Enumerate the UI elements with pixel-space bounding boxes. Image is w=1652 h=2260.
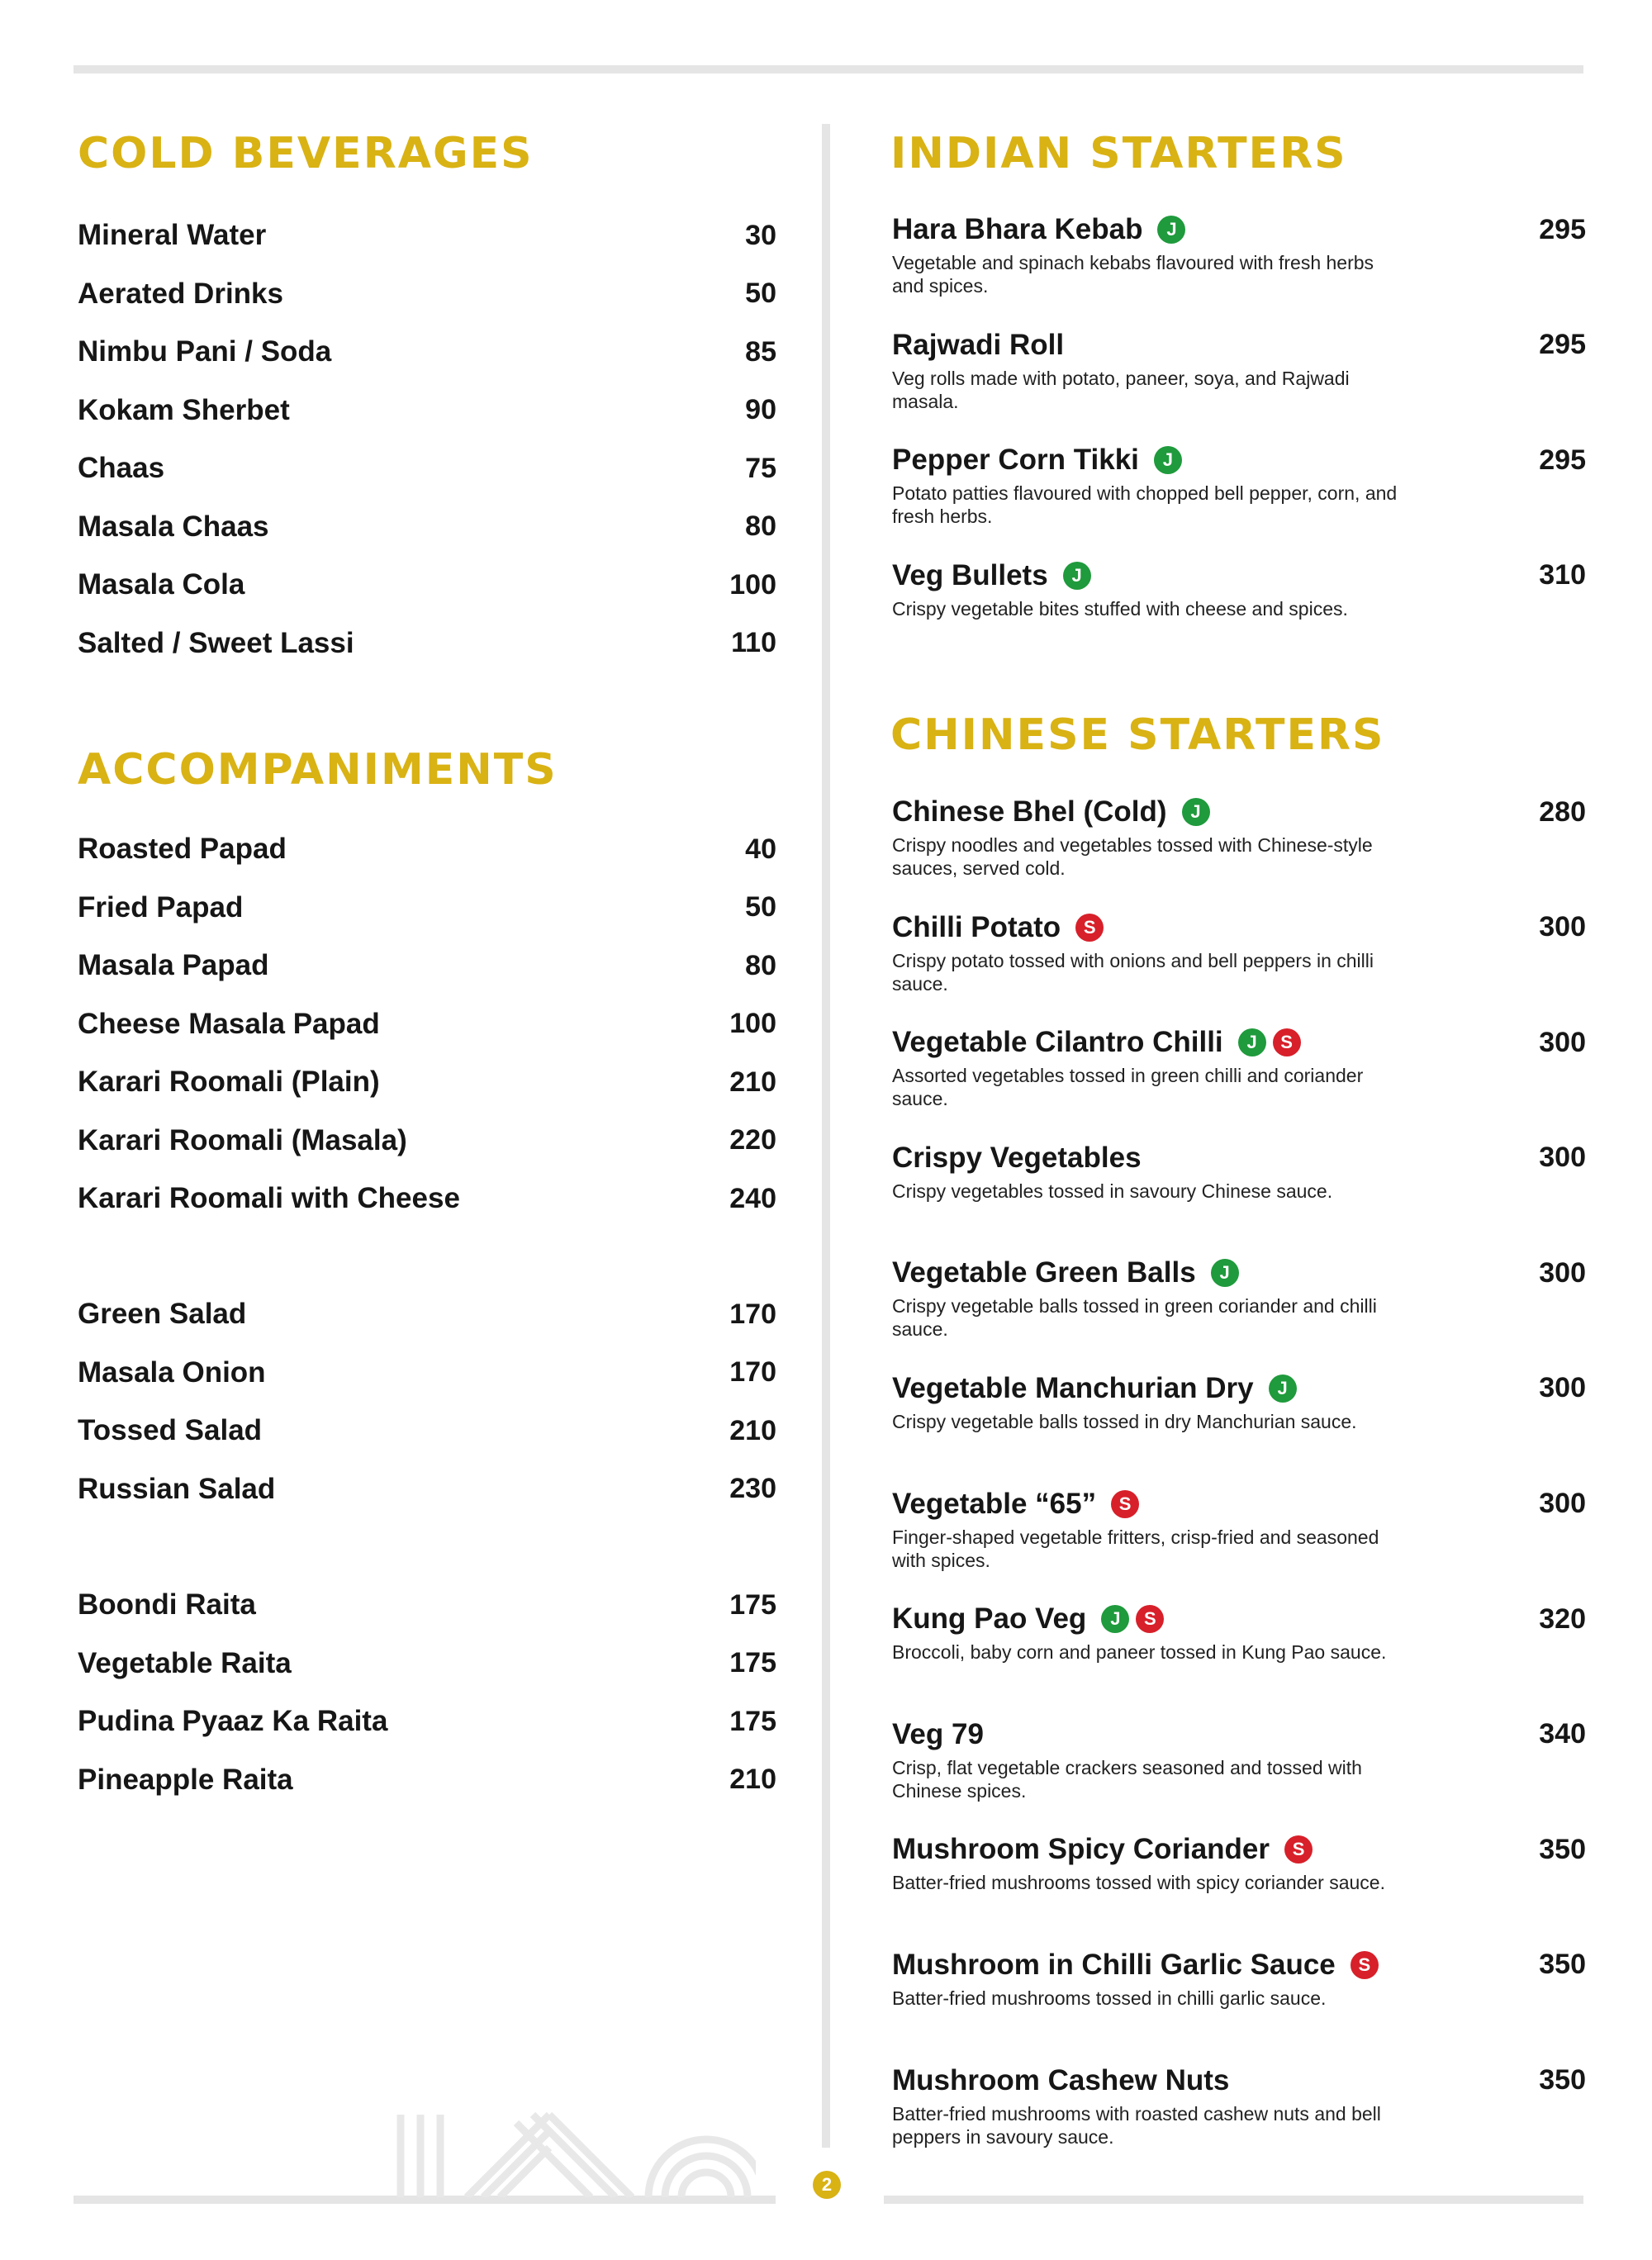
menu-item-price: 295 bbox=[1539, 329, 1586, 361]
menu-item-name: Chinese Bhel (Cold) bbox=[892, 795, 1167, 828]
menu-item-price: 175 bbox=[729, 1705, 776, 1737]
menu-item-price: 310 bbox=[1539, 559, 1586, 591]
menu-item-price: 295 bbox=[1539, 444, 1586, 476]
menu-item-description: Finger-shaped vegetable fritters, crisp-fried and seasoned with spices. bbox=[892, 1526, 1379, 1571]
menu-item bbox=[78, 879, 776, 938]
menu-item bbox=[892, 1372, 1586, 1488]
menu-item bbox=[892, 2064, 1586, 2180]
menu-item-name: Rajwadi Roll bbox=[892, 328, 1065, 361]
menu-item-price: 280 bbox=[1539, 795, 1586, 828]
menu-item bbox=[892, 1949, 1586, 2064]
menu-item bbox=[892, 329, 1586, 444]
indian-starters-list bbox=[892, 213, 1586, 674]
page-number: 2 bbox=[813, 2171, 841, 2199]
menu-item-name: Vegetable Raita bbox=[78, 1646, 292, 1679]
menu-item-description: Crispy potato tossed with onions and bell peppers in chilli sauce. bbox=[892, 949, 1374, 995]
heading-accompaniments: ACCOMPANIMENTS bbox=[78, 745, 558, 795]
menu-item bbox=[78, 995, 776, 1054]
menu-item-price: 300 bbox=[1539, 1372, 1586, 1404]
menu-item-price: 50 bbox=[745, 891, 776, 923]
menu-item bbox=[892, 911, 1586, 1027]
jain-badge-icon: J bbox=[1154, 446, 1182, 474]
menu-item-name: Masala Cola bbox=[78, 568, 245, 601]
menu-item bbox=[78, 498, 776, 557]
menu-item-price: 210 bbox=[729, 1414, 776, 1446]
menu-item-name: Mushroom in Chilli Garlic Sauce bbox=[892, 1948, 1336, 1981]
menu-item bbox=[78, 1285, 776, 1344]
menu-item bbox=[78, 1112, 776, 1170]
menu-item-description: Veg rolls made with potato, paneer, soya, and Rajwadi masala. bbox=[892, 367, 1350, 412]
accompaniments-salad-list bbox=[78, 1285, 776, 1518]
menu-item-price: 320 bbox=[1539, 1602, 1586, 1635]
heading-indian-starters: INDIAN STARTERS bbox=[890, 129, 1347, 178]
chinese-starters-list bbox=[892, 795, 1586, 2179]
accompaniments-papad-list bbox=[78, 820, 776, 1228]
menu-item-price: 340 bbox=[1539, 1718, 1586, 1750]
menu-item-price: 350 bbox=[1539, 1833, 1586, 1865]
spicy-badge-icon: S bbox=[1284, 1835, 1313, 1864]
menu-item-name: Pineapple Raita bbox=[78, 1763, 293, 1796]
menu-item-name: Chilli Potato bbox=[892, 910, 1061, 943]
menu-item-description: Broccoli, baby corn and paneer tossed in Kung Pao sauce. bbox=[892, 1641, 1387, 1664]
menu-item-price: 350 bbox=[1539, 1949, 1586, 1981]
menu-item-name: Cheese Masala Papad bbox=[78, 1007, 380, 1040]
menu-item-description: Crispy vegetable balls tossed in dry Manchurian sauce. bbox=[892, 1410, 1357, 1432]
menu-item bbox=[892, 1026, 1586, 1142]
menu-item-price: 210 bbox=[729, 1764, 776, 1796]
menu-item-price: 80 bbox=[745, 510, 776, 543]
spicy-badge-icon: S bbox=[1075, 914, 1104, 942]
menu-item bbox=[892, 1602, 1586, 1718]
jain-badge-icon: J bbox=[1211, 1259, 1239, 1287]
top-rule bbox=[74, 65, 1583, 74]
menu-item-name: Veg 79 bbox=[892, 1717, 984, 1750]
spicy-badge-icon: S bbox=[1273, 1028, 1301, 1056]
decorative-pattern-graphic bbox=[392, 2082, 756, 2197]
menu-item-price: 175 bbox=[729, 1647, 776, 1679]
menu-item-name: Vegetable Cilantro Chilli bbox=[892, 1026, 1223, 1059]
bottom-rule-right bbox=[884, 2196, 1583, 2204]
menu-item-price: 300 bbox=[1539, 1026, 1586, 1058]
jain-badge-icon: J bbox=[1182, 798, 1210, 826]
menu-item-price: 210 bbox=[729, 1066, 776, 1098]
menu-item bbox=[892, 1142, 1586, 1257]
menu-item-name: Karari Roomali (Plain) bbox=[78, 1066, 380, 1099]
menu-item-name: Hara Bhara Kebab bbox=[892, 213, 1143, 245]
menu-item bbox=[78, 1693, 776, 1751]
menu-item bbox=[78, 937, 776, 995]
menu-item bbox=[78, 439, 776, 498]
menu-item-name: Mushroom Cashew Nuts bbox=[892, 2063, 1230, 2096]
menu-item bbox=[892, 213, 1586, 329]
menu-item bbox=[78, 1344, 776, 1403]
jain-badge-icon: J bbox=[1269, 1375, 1297, 1403]
menu-item-name: Chaas bbox=[78, 452, 165, 485]
menu-item-name: Vegetable Green Balls bbox=[892, 1256, 1196, 1289]
spicy-badge-icon: S bbox=[1111, 1490, 1139, 1518]
menu-item-price: 175 bbox=[729, 1588, 776, 1621]
menu-item-price: 40 bbox=[745, 833, 776, 865]
heading-cold-beverages: COLD BEVERAGES bbox=[78, 129, 534, 178]
menu-item bbox=[78, 1402, 776, 1460]
menu-item-description: Assorted vegetables tossed in green chilli and coriander sauce. bbox=[892, 1065, 1364, 1110]
menu-item-name: Vegetable “65” bbox=[892, 1487, 1097, 1520]
menu-item-price: 170 bbox=[729, 1298, 776, 1330]
menu-item-price: 100 bbox=[729, 1008, 776, 1040]
menu-item-price: 75 bbox=[745, 452, 776, 484]
menu-item bbox=[892, 1488, 1586, 1603]
menu-item bbox=[78, 382, 776, 440]
menu-item-price: 30 bbox=[745, 219, 776, 251]
menu-item-price: 110 bbox=[731, 627, 776, 659]
menu-item-description: Crispy vegetable balls tossed in green coriander and chilli sauce. bbox=[892, 1295, 1377, 1341]
menu-item-name: Aerated Drinks bbox=[78, 277, 283, 310]
jain-badge-icon: J bbox=[1238, 1028, 1266, 1056]
menu-item-name: Pudina Pyaaz Ka Raita bbox=[78, 1705, 388, 1738]
menu-item bbox=[892, 1718, 1586, 1834]
menu-item-description: Batter-fried mushrooms tossed with spicy coriander sauce. bbox=[892, 1872, 1385, 1894]
menu-item bbox=[892, 795, 1586, 911]
menu-item-price: 90 bbox=[745, 394, 776, 426]
menu-item-price: 100 bbox=[729, 568, 776, 601]
cold-beverages-list bbox=[78, 207, 776, 672]
menu-item-name: Nimbu Pani / Soda bbox=[78, 335, 332, 368]
menu-item-name: Kokam Sherbet bbox=[78, 393, 290, 426]
menu-item bbox=[892, 1256, 1586, 1372]
menu-item-description: Batter-fried mushrooms tossed in chilli garlic sauce. bbox=[892, 1987, 1327, 2009]
spicy-badge-icon: S bbox=[1136, 1605, 1164, 1633]
menu-item-price: 300 bbox=[1539, 1256, 1586, 1289]
menu-item bbox=[78, 1460, 776, 1519]
menu-item-name: Kung Pao Veg bbox=[892, 1602, 1087, 1636]
menu-item-name: Crispy Vegetables bbox=[892, 1141, 1142, 1174]
menu-item bbox=[78, 323, 776, 382]
menu-item-price: 80 bbox=[745, 949, 776, 981]
menu-item bbox=[78, 265, 776, 324]
menu-item-name: Mushroom Spicy Coriander bbox=[892, 1833, 1270, 1866]
menu-item-name: Masala Papad bbox=[78, 949, 269, 982]
menu-item-name: Veg Bullets bbox=[892, 558, 1048, 591]
column-divider bbox=[822, 124, 830, 2148]
menu-item-description: Vegetable and spinach kebabs flavoured with fresh herbs and spices. bbox=[892, 252, 1374, 297]
menu-item bbox=[78, 820, 776, 879]
menu-item-description: Crispy vegetable bites stuffed with cheese and spices. bbox=[892, 597, 1348, 620]
menu-item-price: 85 bbox=[745, 335, 776, 368]
menu-item-name: Karari Roomali with Cheese bbox=[78, 1182, 460, 1215]
menu-item-name: Russian Salad bbox=[78, 1472, 276, 1505]
menu-item bbox=[892, 1833, 1586, 1949]
menu-item-name: Fried Papad bbox=[78, 890, 244, 923]
menu-item-price: 170 bbox=[729, 1356, 776, 1389]
menu-item bbox=[78, 1053, 776, 1112]
menu-item bbox=[78, 1170, 776, 1228]
menu-item-name: Boondi Raita bbox=[78, 1588, 256, 1621]
menu-item-description: Crispy vegetables tossed in savoury Chinese sauce. bbox=[892, 1180, 1333, 1202]
menu-item bbox=[78, 1576, 776, 1635]
menu-item bbox=[78, 1751, 776, 1810]
menu-item-price: 50 bbox=[745, 278, 776, 310]
menu-item-name: Karari Roomali (Masala) bbox=[78, 1123, 407, 1156]
menu-item-name: Green Salad bbox=[78, 1298, 247, 1331]
menu-item bbox=[78, 207, 776, 265]
menu-item-price: 240 bbox=[729, 1182, 776, 1214]
jain-badge-icon: J bbox=[1101, 1605, 1129, 1633]
menu-item-price: 295 bbox=[1539, 213, 1586, 245]
menu-item-description: Potato patties flavoured with chopped bell pepper, corn, and fresh herbs. bbox=[892, 482, 1398, 528]
menu-item bbox=[78, 615, 776, 673]
jain-badge-icon: J bbox=[1157, 216, 1185, 244]
menu-item-price: 300 bbox=[1539, 1142, 1586, 1174]
accompaniments-raita-list bbox=[78, 1576, 776, 1809]
menu-item-name: Roasted Papad bbox=[78, 833, 287, 866]
menu-item bbox=[78, 1635, 776, 1693]
menu-item-description: Crispy noodles and vegetables tossed with Chinese-style sauces, served cold. bbox=[892, 834, 1373, 879]
menu-item-price: 300 bbox=[1539, 911, 1586, 943]
menu-item-description: Crisp, flat vegetable crackers seasoned and tossed with Chinese spices. bbox=[892, 1756, 1362, 1802]
menu-item-name: Vegetable Manchurian Dry bbox=[892, 1371, 1254, 1404]
spicy-badge-icon: S bbox=[1351, 1951, 1379, 1979]
menu-item-description: Batter-fried mushrooms with roasted cashew nuts and bell peppers in savoury sauce. bbox=[892, 2102, 1381, 2148]
menu-item-price: 350 bbox=[1539, 2064, 1586, 2096]
menu-item-price: 300 bbox=[1539, 1488, 1586, 1520]
menu-item-name: Salted / Sweet Lassi bbox=[78, 626, 354, 659]
menu-item-name: Mineral Water bbox=[78, 219, 267, 252]
heading-chinese-starters: CHINESE STARTERS bbox=[890, 710, 1385, 760]
menu-item bbox=[892, 444, 1586, 559]
jain-badge-icon: J bbox=[1063, 562, 1091, 590]
menu-item-name: Masala Chaas bbox=[78, 510, 269, 543]
menu-item-name: Pepper Corn Tikki bbox=[892, 444, 1139, 477]
menu-item-price: 220 bbox=[729, 1124, 776, 1156]
menu-item-name: Tossed Salad bbox=[78, 1414, 263, 1447]
menu-item-name: Masala Onion bbox=[78, 1356, 266, 1389]
menu-item bbox=[78, 556, 776, 615]
menu-item-price: 230 bbox=[729, 1473, 776, 1505]
menu-item bbox=[892, 559, 1586, 675]
